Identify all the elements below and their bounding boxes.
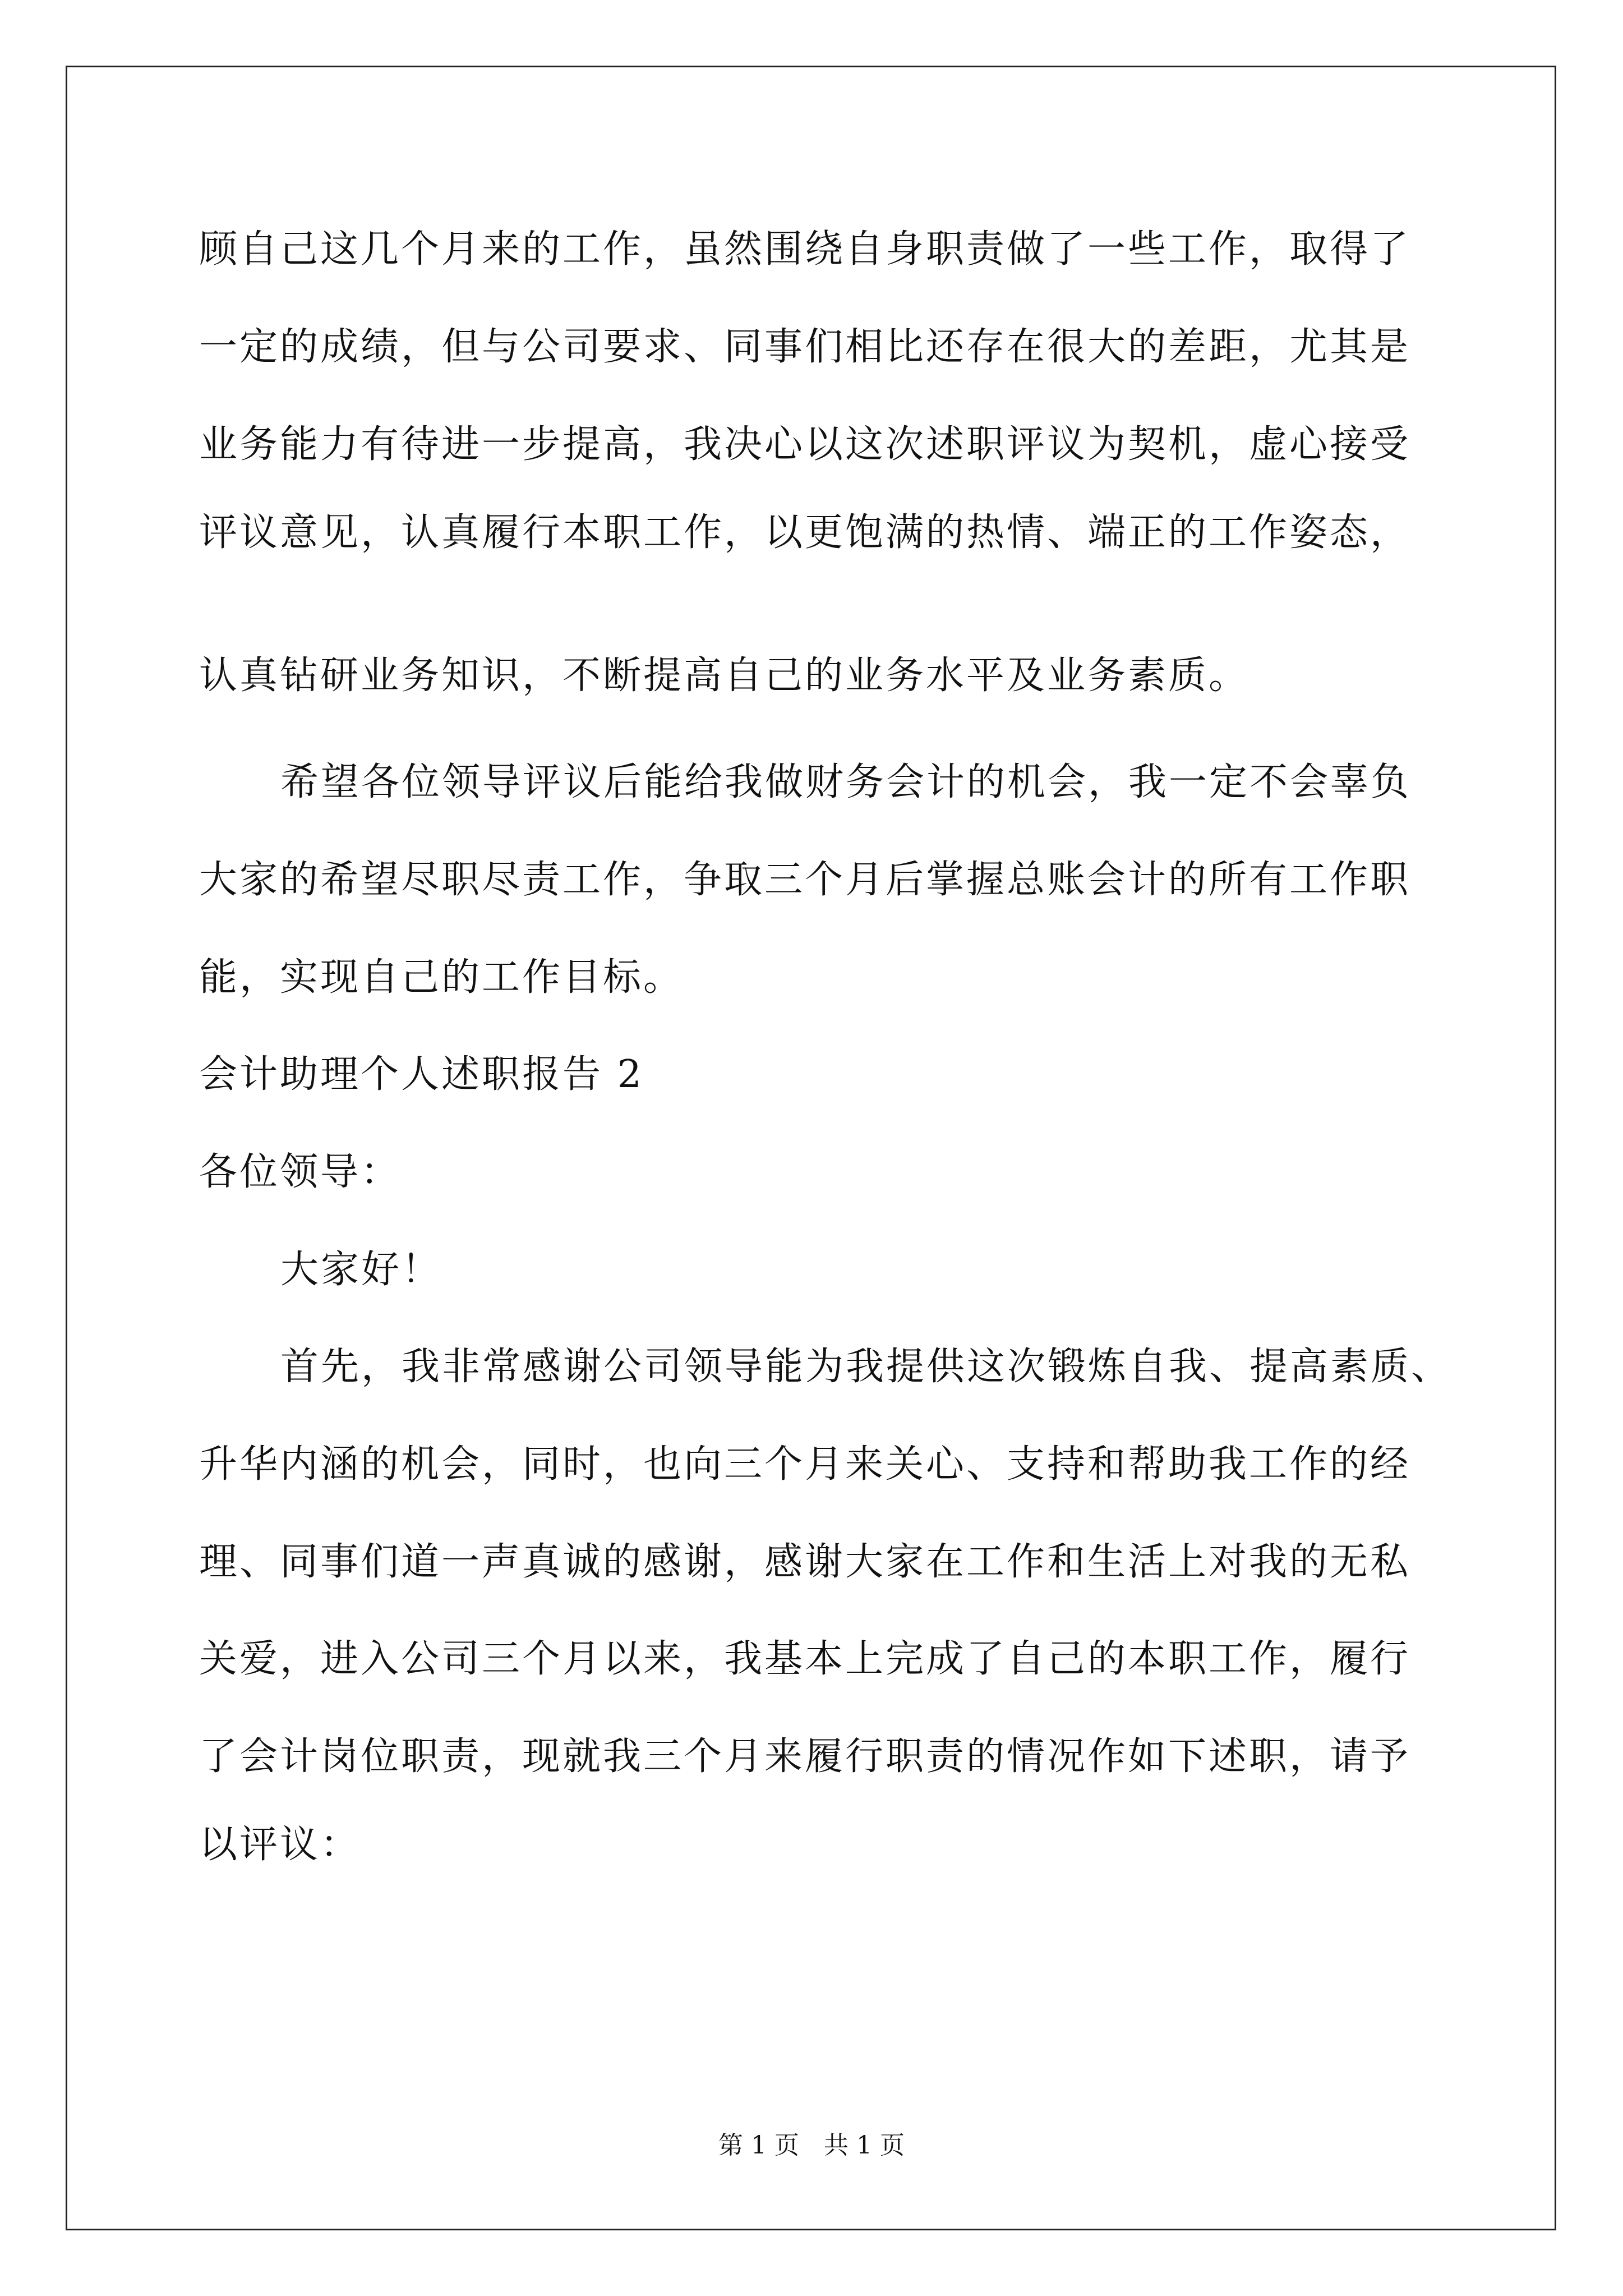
salutation: 各位领导：: [199, 1150, 402, 1194]
paragraph-line: 希望各位领导评议后能给我做财务会计的机会，我一定不会辜负: [280, 760, 1412, 804]
paragraph-line: 业务能力有待进一步提高，我决心以这次述职评议为契机，虚心接受: [199, 422, 1411, 467]
paragraph-line: 大家的希望尽职尽责工作，争取三个月后掌握总账会计的所有工作职: [199, 858, 1411, 902]
paragraph-line: 评议意见，认真履行本职工作，以更饱满的热情、端正的工作姿态，: [199, 510, 1411, 555]
page-footer: 第 1 页 共 1 页: [718, 2131, 905, 2160]
paragraph-line: 了会计岗位职责，现就我三个月来履行职责的情况作如下述职，请予: [199, 1734, 1411, 1779]
paragraph-line: 关爱，进入公司三个月以来，我基本上完成了自己的本职工作，履行: [199, 1637, 1411, 1681]
paragraph-line: 首先，我非常感谢公司领导能为我提供这次锻炼自我、提高素质、: [280, 1345, 1452, 1389]
paragraph-line: 认真钻研业务知识，不断提高自己的业务水平及业务素质。: [199, 654, 1249, 698]
section-heading: 会计助理个人述职报告 2: [199, 1052, 644, 1097]
paragraph-line: 一定的成绩，但与公司要求、同事们相比还存在很大的差距，尤其是: [199, 325, 1411, 369]
paragraph-line: 以评议：: [199, 1823, 361, 1867]
greeting: 大家好！: [280, 1248, 442, 1292]
paragraph-line: 能，实现自己的工作目标。: [199, 955, 684, 1000]
paragraph-line: 顾自己这几个月来的工作，虽然围绕自身职责做了一些工作，取得了: [199, 227, 1411, 272]
paragraph-line: 升华内涵的机会，同时，也向三个月来关心、支持和帮助我工作的经: [199, 1442, 1411, 1487]
paragraph-line: 理、同事们道一声真诚的感谢，感谢大家在工作和生活上对我的无私: [199, 1540, 1411, 1584]
